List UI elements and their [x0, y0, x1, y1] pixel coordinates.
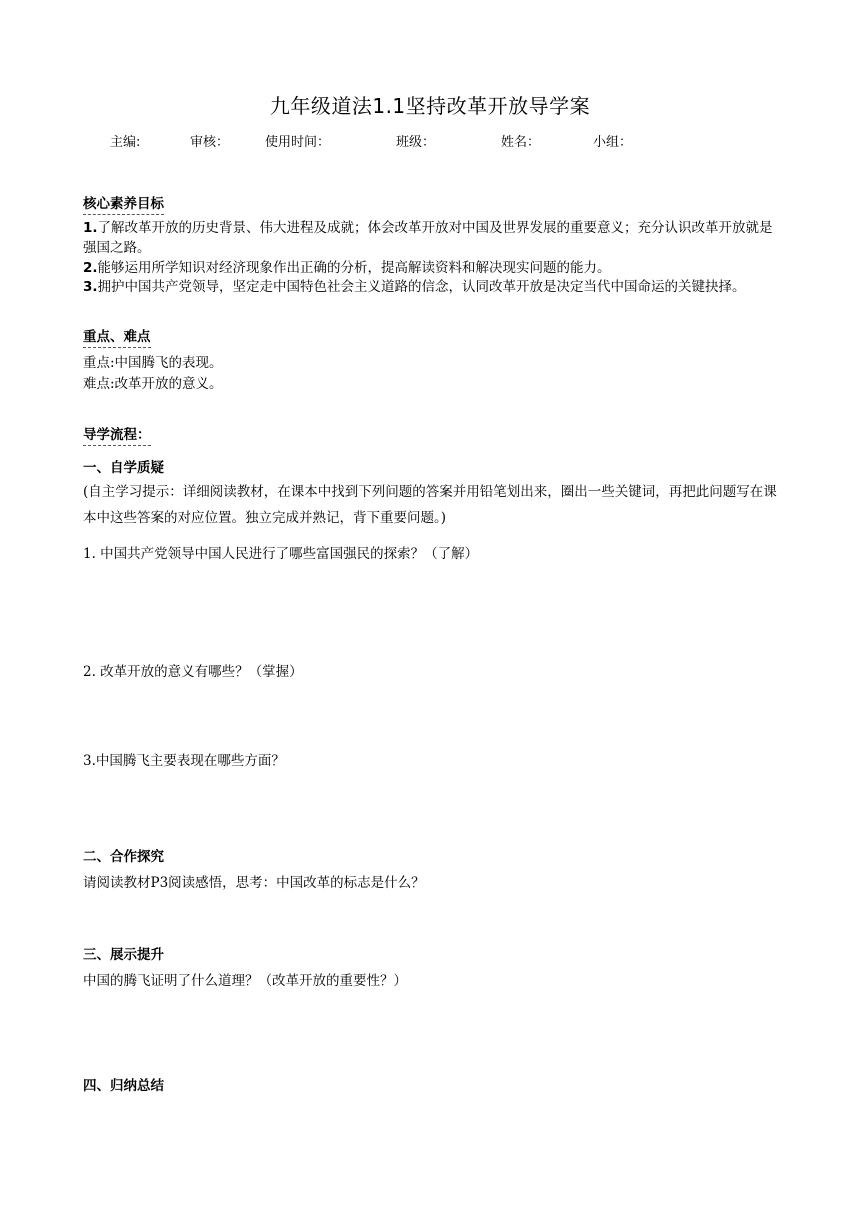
- goal-item-1: [83, 218, 783, 258]
- goal-item-2: [83, 258, 783, 278]
- goal-number: 2.: [83, 260, 98, 276]
- section2-text: 请阅读教材P3阅读感悟，思考：中国改革的标志是什么？: [83, 875, 425, 891]
- meta-date: 使用时间：: [265, 135, 331, 150]
- question-2: 2. 改革开放的意义有哪些？（掌握）: [83, 664, 303, 680]
- question-3: 3.中国腾飞主要表现在哪些方面？: [83, 753, 285, 769]
- section4-heading: 四、归纳总结: [83, 1078, 164, 1094]
- meta-name: 姓名：: [501, 135, 541, 150]
- meta-class: 班级：: [396, 135, 436, 150]
- goal-text: 了解改革开放的历史背景、伟大进程及成就；体会改革开放对中国及世界发展的重要意义；充分认识改革开放就是强国之路。: [83, 220, 773, 256]
- document-title: 九年级道法1.1坚持改革开放导学案: [269, 94, 591, 118]
- flow-heading: 导学流程：: [83, 423, 151, 446]
- key-point: 重点:中国腾飞的表现。: [83, 355, 223, 371]
- section2-heading: 二、合作探究: [83, 849, 164, 865]
- section3-text: 中国的腾飞证明了什么道理？（改革开放的重要性？）: [83, 973, 407, 989]
- meta-editor: 主编:: [110, 135, 141, 150]
- goal-text: 拥护中国共产党领导，坚定走中国特色社会主义道路的信念，认同改革开放是决定当代中国命运的关键抉择。: [97, 279, 746, 295]
- section1-heading: 一、自学质疑: [83, 460, 164, 476]
- goal-text: 能够运用所学知识对经济现象作出正确的分析，提高解读资料和解决现实问题的能力。: [97, 260, 611, 276]
- meta-reviewer: 审核：: [190, 135, 230, 150]
- question-1: 1. 中国共产党领导中国人民进行了哪些富国强民的探索？（了解）: [83, 546, 479, 562]
- goal-item-3: [83, 277, 783, 297]
- goal-number: 1.: [83, 220, 98, 236]
- difficult-point: 难点:改革开放的意义。: [83, 376, 223, 392]
- goal-number: 3.: [83, 279, 98, 295]
- section1-hint: (自主学习提示：详细阅读教材，在课本中找到下列问题的答案并用铅笔划出来，圈出一些关键词，再把此问题写在课本中这些答案的对应位置。独立完成并熟记，背下重要问题。): [83, 484, 777, 526]
- section3-heading: 三、展示提升: [83, 947, 164, 963]
- goals-heading: 核心素养目标: [83, 192, 164, 215]
- meta-group: 小组：: [593, 135, 633, 150]
- key-points-heading: 重点、难点: [83, 325, 151, 348]
